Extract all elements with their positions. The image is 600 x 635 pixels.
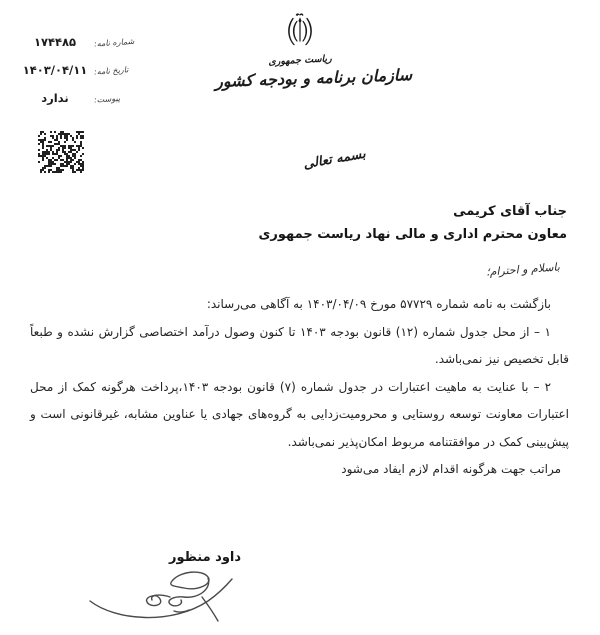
body-line: مراتب جهت هرگونه اقدام لازم ایفاد می‌شود xyxy=(341,462,561,476)
letter-body xyxy=(30,291,569,484)
org-parent-title: ریاست جمهوری xyxy=(268,53,332,68)
letter-meta xyxy=(16,28,140,112)
recipient-block xyxy=(258,200,567,246)
letter-date-value: ۱۴۰۳/۰۴/۱۱ xyxy=(22,63,88,77)
salutation-text: باسلام و احترام؛ xyxy=(485,260,561,279)
attachment-value: ندارد xyxy=(41,91,69,105)
body-line: ۲ – با عنایت به ماهیت اعتبارات در جدول شماره (۷) قانون بودجه ۱۴۰۳،پرداخت هرگونه کمک از محل xyxy=(30,379,552,394)
letter-date-label: تاریخ نامه: xyxy=(93,64,129,77)
meta-row-number xyxy=(16,28,140,56)
body-line: ۱ – از محل جدول شماره (۱۲) قانون بودجه ۱۴۰۳ تا کنون وصول درآمد اختصاصی گزارش نشده و طبعاً xyxy=(30,324,551,339)
body-line: اعتبارات معاونت توسعه روستایی و محرومیت‌زدایی به گروه‌های جهادی یا عناوین مشابه، غیرقانونی است و xyxy=(30,407,569,421)
signatory-name: داود منظور xyxy=(168,550,242,565)
besmele-text: بسمه تعالی xyxy=(302,146,367,173)
meta-row-attachment xyxy=(16,84,140,112)
qr-code xyxy=(38,131,84,173)
body-line: پیش‌بینی کمک در موافقتنامه مربوط امکان‌پذیر نمی‌باشد. xyxy=(287,434,569,449)
letter-number-value: ۱۷۴۴۸۵ xyxy=(33,35,77,49)
signature-icon xyxy=(86,567,246,629)
body-line: قابل تخصیص نیز نمی‌باشد. xyxy=(434,352,569,366)
recipient-title: معاون محترم اداری و مالی نهاد ریاست جمهوری xyxy=(258,227,567,242)
iran-emblem-icon xyxy=(287,12,313,52)
attachment-label: پیوست: xyxy=(93,93,121,105)
org-name-title: سازمان برنامه و بودجه کشور xyxy=(214,65,413,91)
letter-number-label: شماره نامه: xyxy=(93,36,135,49)
body-line: بازگشت به نامه شماره ۵۷۷۲۹ مورخ ۱۴۰۳/۰۴/۰۹ به آگاهی می‌رساند: xyxy=(206,297,551,311)
meta-row-date xyxy=(16,56,140,84)
recipient-name: جناب آقای کریمی xyxy=(453,204,567,219)
letterhead xyxy=(214,12,413,91)
